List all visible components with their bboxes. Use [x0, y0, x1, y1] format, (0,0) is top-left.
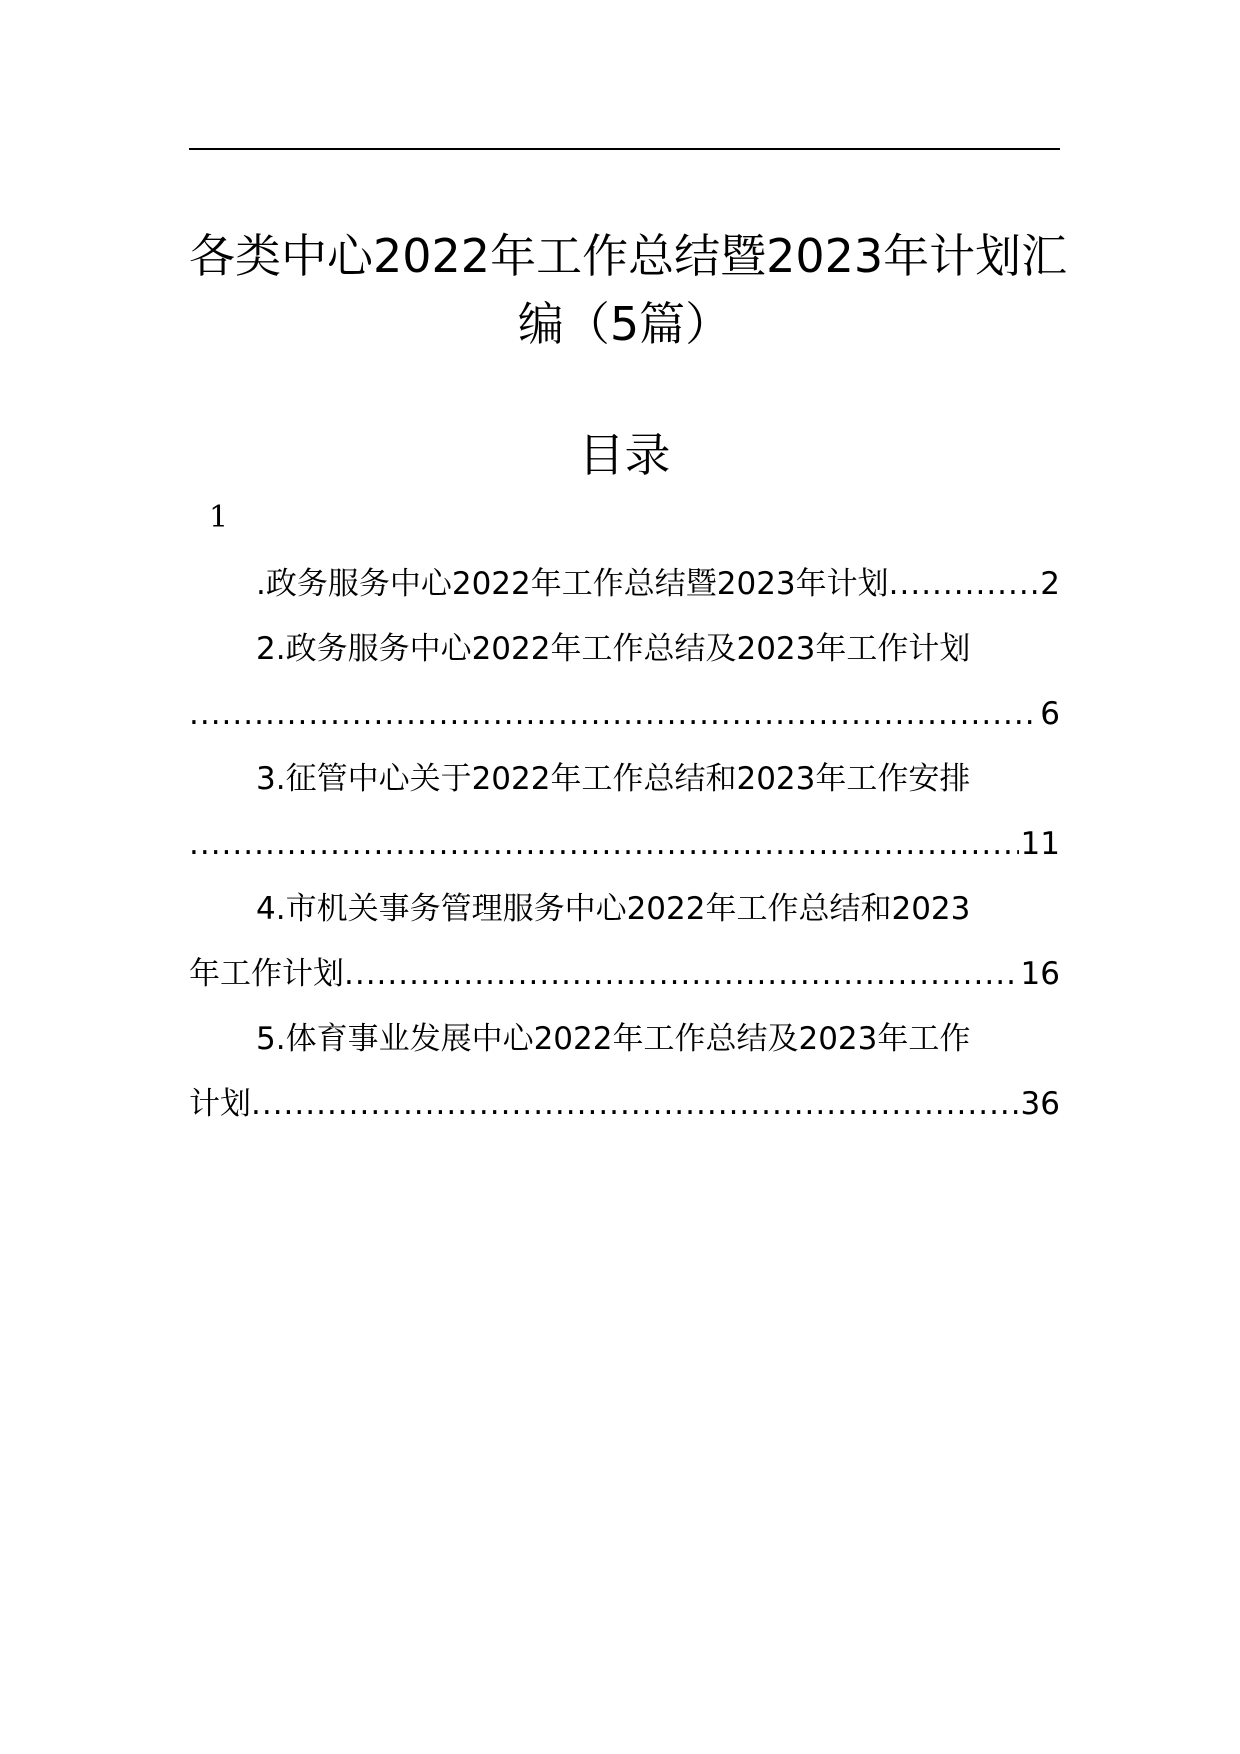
toc-page-number: 36	[1020, 1086, 1060, 1122]
toc-page-number: 16	[1020, 956, 1060, 992]
document-title-line-2: 编（5篇）	[517, 297, 732, 351]
toc-entry-title: 2.政务服务中心2022年工作总结及2023年工作计划	[256, 631, 971, 667]
header-rule	[189, 148, 1060, 150]
toc-dot-leader	[189, 812, 1019, 877]
table-of-contents	[189, 552, 1060, 1137]
toc-entry-title-continuation: 年工作计划	[189, 956, 344, 992]
toc-entry-title: .政务服务中心2022年工作总结暨2023年计划	[256, 566, 889, 602]
toc-dot-leader	[251, 1072, 1019, 1137]
toc-entry-1[interactable]	[189, 552, 1060, 617]
toc-page-number: 6	[1040, 696, 1060, 732]
toc-entry-3[interactable]	[189, 747, 1060, 877]
toc-dot-leader	[189, 682, 1038, 747]
toc-dot-leader	[344, 942, 1019, 1007]
toc-entry-title: 5.体育事业发展中心2022年工作总结及2023年工作	[256, 1021, 971, 1057]
toc-entry-5[interactable]	[189, 1007, 1060, 1137]
document-title	[189, 222, 1068, 358]
toc-dot-leader	[889, 552, 1039, 617]
toc-heading: 目录	[578, 428, 671, 482]
document-title-line-1: 各类中心2022年工作总结暨2023年计划汇	[189, 229, 1068, 283]
toc-page-number: 2	[1040, 566, 1060, 602]
toc-page-number: 11	[1020, 826, 1060, 862]
toc-entry-title: 3.征管中心关于2022年工作总结和2023年工作安排	[256, 761, 971, 797]
toc-entry-title: 4.市机关事务管理服务中心2022年工作总结和2023	[256, 891, 971, 927]
toc-entry-title-continuation: 计划	[189, 1086, 251, 1122]
stray-number: 1	[209, 500, 229, 535]
toc-entry-4[interactable]	[189, 877, 1060, 1007]
toc-entry-2[interactable]	[189, 617, 1060, 747]
